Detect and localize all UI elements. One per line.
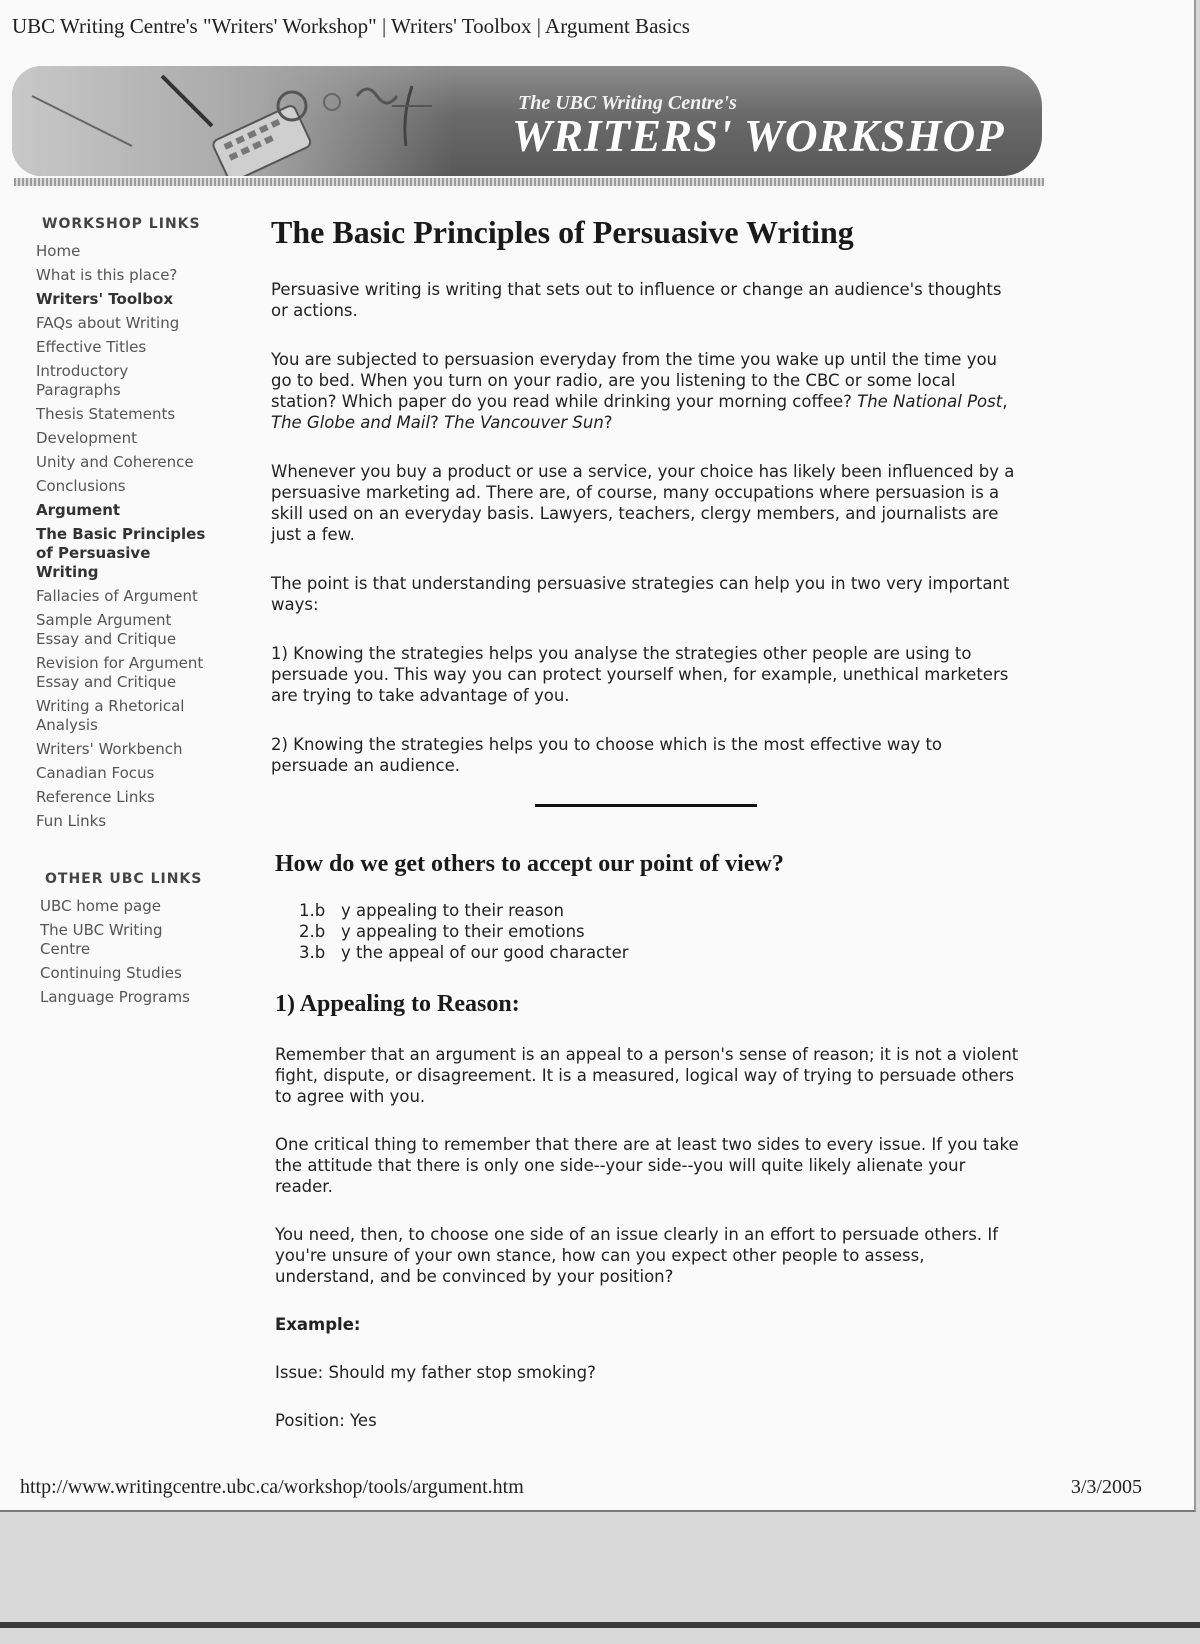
sidebar-link-ubc-writing-centre[interactable]: The UBC Writing Centre [40, 921, 163, 958]
banner-divider [14, 178, 1044, 186]
sidebar-link-conclusions[interactable]: Conclusions [36, 477, 126, 495]
sidebar-link-what-is-this-place[interactable]: What is this place? [36, 266, 178, 284]
sidebar-link-introductory-paragraphs[interactable]: Introductory Paragraphs [36, 362, 129, 399]
newspaper-globe-and-mail: The Globe and Mail [271, 413, 431, 432]
site-banner [12, 66, 1042, 176]
marketing-paragraph: Whenever you buy a product or use a service, your choice has likely been influenced by a persuasive marketing ad. There are, of course, many occupations where persuasion is a skill used on an everyday basis. Lawyers, teachers, clergy members, and journalists are just a few. [271, 462, 1015, 544]
banner-illustration [12, 66, 452, 176]
intro-paragraph: Persuasive writing is writing that sets out to influence or change an audience's thoughts or actions. [271, 280, 1002, 320]
sidebar-link-ubc-home[interactable]: UBC home page [40, 897, 162, 915]
scanner-edge [0, 1622, 1200, 1628]
sidebar-link-argument[interactable]: Argument [36, 501, 121, 519]
example-label: Example: [275, 1315, 361, 1334]
sidebar-link-basic-principles[interactable]: The Basic Principles of Persuasive Writing [36, 525, 206, 581]
newspaper-separator: , [1002, 392, 1008, 411]
everyday-persuasion-text: You are subjected to persuasion everyday from the time you wake up until the time you go to bed. When you turn on your radio, are you listening to the CBC or some local station? Which paper do you read while drinking your morning coffee? [271, 350, 998, 411]
reason-heading: 1) Appealing to Reason: [275, 991, 520, 1017]
workshop-links-heading: WORKSHOP LINKS [42, 216, 201, 232]
page-title: The Basic Principles of Persuasive Writing [271, 214, 854, 250]
print-footer-date: 3/3/2005 [1070, 1476, 1142, 1498]
sidebar-link-writers-workbench[interactable]: Writers' Workbench [36, 740, 183, 758]
other-links-list [40, 897, 236, 1007]
sidebar [36, 216, 236, 1012]
banner-title: WRITERS' WORKSHOP [512, 111, 1005, 161]
main-content [271, 214, 1021, 1458]
sidebar-link-development[interactable]: Development [36, 429, 137, 447]
reason-paragraph-3: You need, then, to choose one side of an issue clearly in an effort to persuade others. If you're unsure of your own stance, how can you expect other people to assess, understand, and be convinced by your position? [275, 1225, 999, 1286]
sidebar-link-unity-coherence[interactable]: Unity and Coherence [36, 453, 194, 471]
point-paragraph: The point is that understanding persuasive strategies can help you in two very important ways: [271, 574, 1010, 614]
other-links-heading: OTHER UBC LINKS [45, 871, 203, 887]
sidebar-link-fun-links[interactable]: Fun Links [36, 812, 107, 830]
newspaper-separator: ? [430, 413, 445, 432]
list-item: 1.b y appealing to their reason [299, 901, 564, 920]
sidebar-link-language-programs[interactable]: Language Programs [40, 988, 190, 1006]
list-item: 2.b y appealing to their emotions [299, 922, 585, 941]
reason-paragraph-1: Remember that an argument is an appeal to a person's sense of reason; it is not a violent fight, dispute, or disagreement. It is a measured, logical way of trying to persuade others to agree with you. [275, 1045, 1019, 1106]
keyboard-letters-icon [12, 66, 452, 176]
section-divider [535, 804, 757, 807]
sidebar-link-reference-links[interactable]: Reference Links [36, 788, 155, 806]
sidebar-link-fallacies[interactable]: Fallacies of Argument [36, 587, 198, 605]
everyday-persuasion-paragraph [271, 349, 1021, 433]
reason-section [275, 991, 1021, 1431]
sidebar-link-thesis-statements[interactable]: Thesis Statements [36, 405, 176, 423]
sidebar-link-continuing-studies[interactable]: Continuing Studies [40, 964, 182, 982]
newspaper-vancouver-sun: The Vancouver Sun [444, 413, 604, 432]
sidebar-link-revision[interactable]: Revision for Argument Essay and Critique [36, 654, 204, 691]
banner-subtitle: The UBC Writing Centre's [518, 92, 737, 114]
reason-paragraph-2: One critical thing to remember that there are at least two sides to every issue. If you take the attitude that there is only one side--your side--you will quite likely alienate your reader. [275, 1135, 1019, 1196]
sidebar-link-rhetorical-analysis[interactable]: Writing a Rhetorical Analysis [36, 697, 185, 734]
question-heading: How do we get others to accept our point of view? [275, 851, 784, 877]
workshop-links-list [36, 242, 236, 831]
sidebar-link-canadian-focus[interactable]: Canadian Focus [36, 764, 155, 782]
appeals-list [299, 900, 1021, 963]
example-position: Position: Yes [275, 1411, 377, 1430]
sidebar-link-faqs[interactable]: FAQs about Writing [36, 314, 180, 332]
print-header: UBC Writing Centre's "Writers' Workshop" | Writers' Toolbox | Argument Basics [12, 14, 690, 38]
paragraph-end: ? [603, 413, 613, 432]
example-issue: Issue: Should my father stop smoking? [275, 1363, 596, 1382]
sidebar-link-sample-argument[interactable]: Sample Argument Essay and Critique [36, 611, 177, 648]
newspaper-national-post: The National Post [857, 392, 1003, 411]
sidebar-link-home[interactable]: Home [36, 242, 81, 260]
strategy-two-paragraph: 2) Knowing the strategies helps you to choose which is the most effective way to persuade an audience. [271, 735, 943, 775]
sidebar-link-effective-titles[interactable]: Effective Titles [36, 338, 147, 356]
other-links-section [36, 871, 236, 1007]
list-item: 3.b y the appeal of our good character [299, 943, 629, 962]
print-footer-url: http://www.writingcentre.ubc.ca/workshop/tools/argument.htm [20, 1476, 524, 1498]
strategy-one-paragraph: 1) Knowing the strategies helps you analyse the strategies other people are using to persuade you. This way you can protect yourself when, for example, unethical marketers are trying to take advantage of you. [271, 644, 1009, 705]
sidebar-link-writers-toolbox[interactable]: Writers' Toolbox [36, 290, 174, 308]
